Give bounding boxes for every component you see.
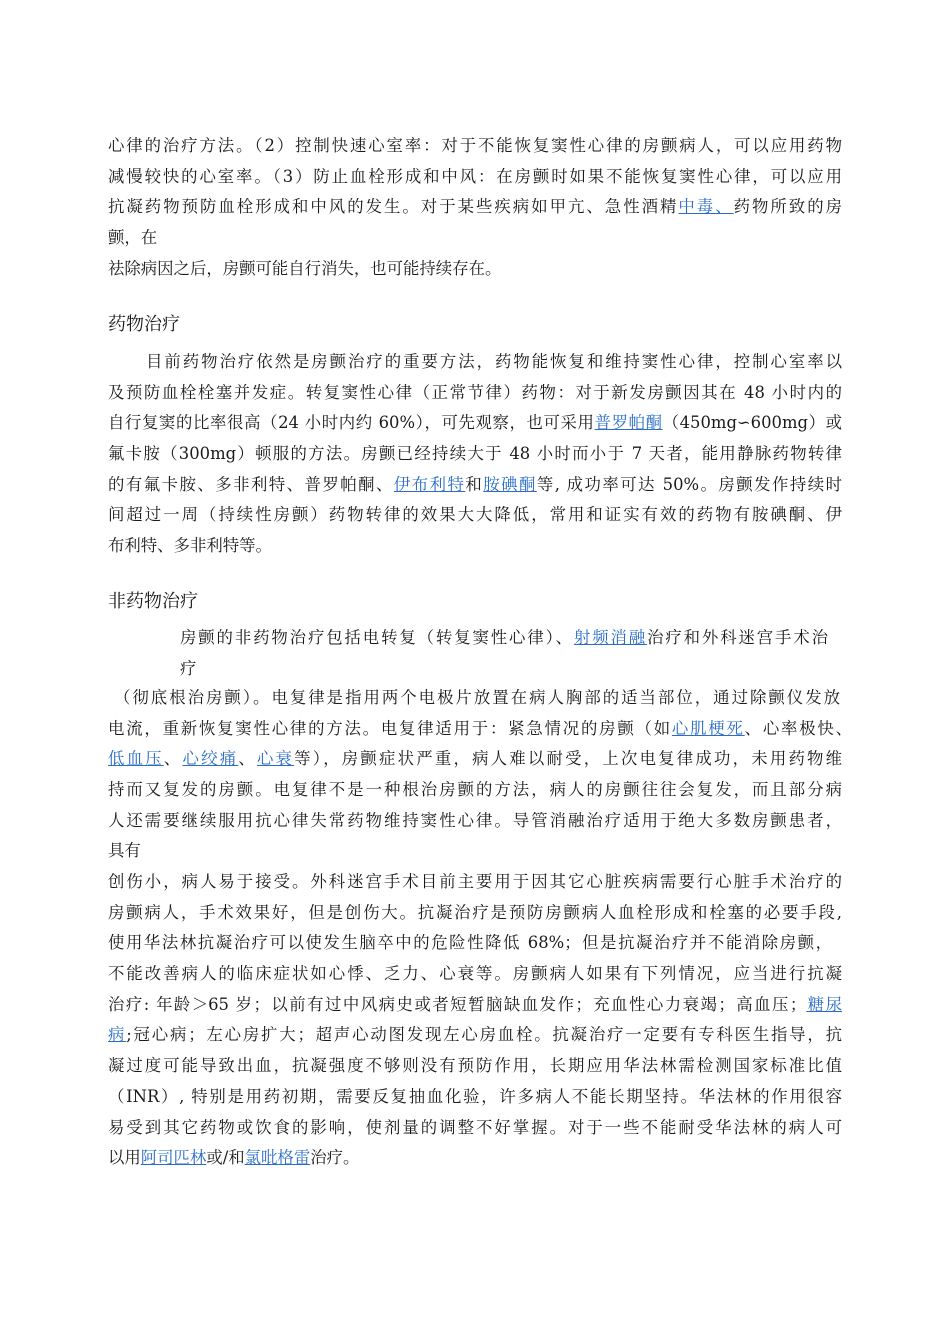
text-line: 减慢较快的心室率。（3）防止血栓形成和中风：在房颤时如果不能恢复窦性心律，可以应用 [108, 166, 842, 186]
paragraph-treatment-goals [108, 131, 842, 284]
paragraph-anticoagulation [108, 867, 842, 1174]
text-line: 的有氟卡胺、多非利特、普罗帕酮、伊布利特和胺碘酮等, 成功率可达 50%。房颤发作持续时 [108, 474, 843, 494]
link-diabetes[interactable]: 糖尿 [806, 994, 843, 1014]
link-heart-failure[interactable]: 心衰 [256, 749, 295, 769]
section-heading-drug-therapy: 药物治疗 [108, 314, 180, 335]
text-line: 人还需要继续服用抗心律失常药物维持窦性心律。导管消融治疗适用于绝大多数房颤患者， [108, 810, 842, 830]
link-clopidogrel[interactable]: 氯吡格雷 [244, 1148, 311, 1168]
text-line: 祛除病因之后，房颤可能自行消失，也可能持续存在。 [108, 258, 502, 278]
text-line: 低血压、心绞痛、心衰等），房颤症状严重，病人难以耐受，上次电复律成功，未用药物维 [108, 749, 843, 769]
text-line: 以用阿司匹林或/和氯吡格雷治疗。 [108, 1148, 360, 1168]
link-diabetes-cont[interactable]: 病 [108, 1025, 127, 1045]
paragraph-non-drug-intro [180, 623, 828, 684]
link-amiodarone[interactable]: 胺碘酮 [483, 474, 537, 494]
link-ibutilide[interactable]: 伊布利特 [393, 474, 466, 494]
link-myocardial-infarction[interactable]: 心肌梗死 [671, 718, 745, 738]
link-poisoning[interactable]: 中毒、 [678, 197, 734, 217]
text-line: 持而又复发的房颤。电复律不是一种根治房颤的方法，病人的房颤往往会复发，而且部分病 [108, 780, 842, 800]
text-line: 治疗: 年龄＞65 岁；以前有过中风病史或者短暂脑缺血发作；充血性心力衰竭；高血压；糖尿 [108, 994, 843, 1014]
text-line: 凝过度可能导致出血，抗凝强度不够则没有预防作用，长期应用华法林需检测国家标准比值 [108, 1056, 842, 1076]
text-line: 及预防血栓栓塞并发症。转复窦性心律（正常节律）药物：对于新发房颤因其在 48 小时内的 [108, 382, 842, 402]
text-line: 病;冠心病；左心房扩大；超声心动图发现左心房血栓。抗凝治疗一定要有专科医生指导，抗 [108, 1025, 842, 1045]
text-line: 电流，重新恢复窦性心律的方法。电复律适用于：紧急情况的房颤（如心肌梗死、心率极快、 [108, 718, 853, 738]
paragraph-cardioversion [108, 683, 852, 867]
link-radiofrequency-ablation[interactable]: 射频消融 [573, 628, 648, 647]
text-line: 心律的治疗方法。（2）控制快速心室率：对于不能恢复窦性心律的房颤病人，可以应用药物 [108, 136, 842, 155]
text-line: 具有 [108, 841, 141, 861]
link-angina[interactable]: 心绞痛 [182, 749, 239, 769]
text-line: 颤，在 [108, 228, 158, 248]
text-line: 抗凝药物预防血栓形成和中风的发生。对于某些疾病如甲亢、急性酒精中毒、药物所致的房 [108, 197, 843, 217]
text-line: 房颤病人，手术效果好，但是创伤大。抗凝治疗是预防房颤病人血栓形成和栓塞的必要手段, [108, 902, 842, 922]
text-line: 不能改善病人的临床症状如心悸、乏力、心衰等。房颤病人如果有下列情况，应当进行抗凝 [108, 964, 842, 984]
text-line: 布利特、多非利特等。 [108, 536, 272, 556]
link-propafenone[interactable]: 普罗帕酮 [594, 413, 663, 433]
text-line: 目前药物治疗依然是房颤治疗的重要方法，药物能恢复和维持窦性心律，控制心室率以 [146, 352, 842, 371]
text-line: 疗 [180, 658, 197, 678]
link-hypotension[interactable]: 低血压 [108, 749, 164, 769]
text-line: 氟卡胺（300mg）顿服的方法。房颤已经持续大于 48 小时而小于 7 天者，能用静脉药物转律 [108, 444, 842, 464]
paragraph-drug-therapy [108, 347, 842, 562]
text-line: 自行复窦的比率很高（24 小时内约 60%），可先观察，也可采用普罗帕酮（450mg∽600mg）或 [108, 413, 843, 433]
link-aspirin[interactable]: 阿司匹林 [140, 1148, 207, 1168]
text-line: 创伤小，病人易于接受。外科迷宫手术目前主要用于因其它心脏疾病需要行心脏手术治疗的 [108, 872, 842, 891]
text-line: 间超过一周（持续性房颤）药物转律的效果大大降低，常用和证实有效的药物有胺碘酮、伊 [108, 505, 842, 525]
text-line: （INR）, 特别是用药初期，需要反复抽血化验，许多病人不能长期坚持。华法林的作用很容 [108, 1086, 842, 1106]
text-line: （彻底根治房颤）。电复律是指用两个电极片放置在病人胸部的适当部位，通过除颤仪发放 [114, 688, 840, 707]
section-heading-non-drug-therapy: 非药物治疗 [108, 591, 198, 612]
text-line: 易受到其它药物或饮食的影响，使剂量的调整不好掌握。对于一些不能耐受华法林的病人可 [108, 1117, 842, 1137]
text-line: 使用华法林抗凝治疗可以使发生脑卒中的危险性降低 68%；但是抗凝治疗并不能消除房颤， [108, 933, 832, 953]
text-line: 房颤的非药物治疗包括电转复（转复窦性心律）、射频消融治疗和外科迷宫手术治 [180, 628, 829, 647]
